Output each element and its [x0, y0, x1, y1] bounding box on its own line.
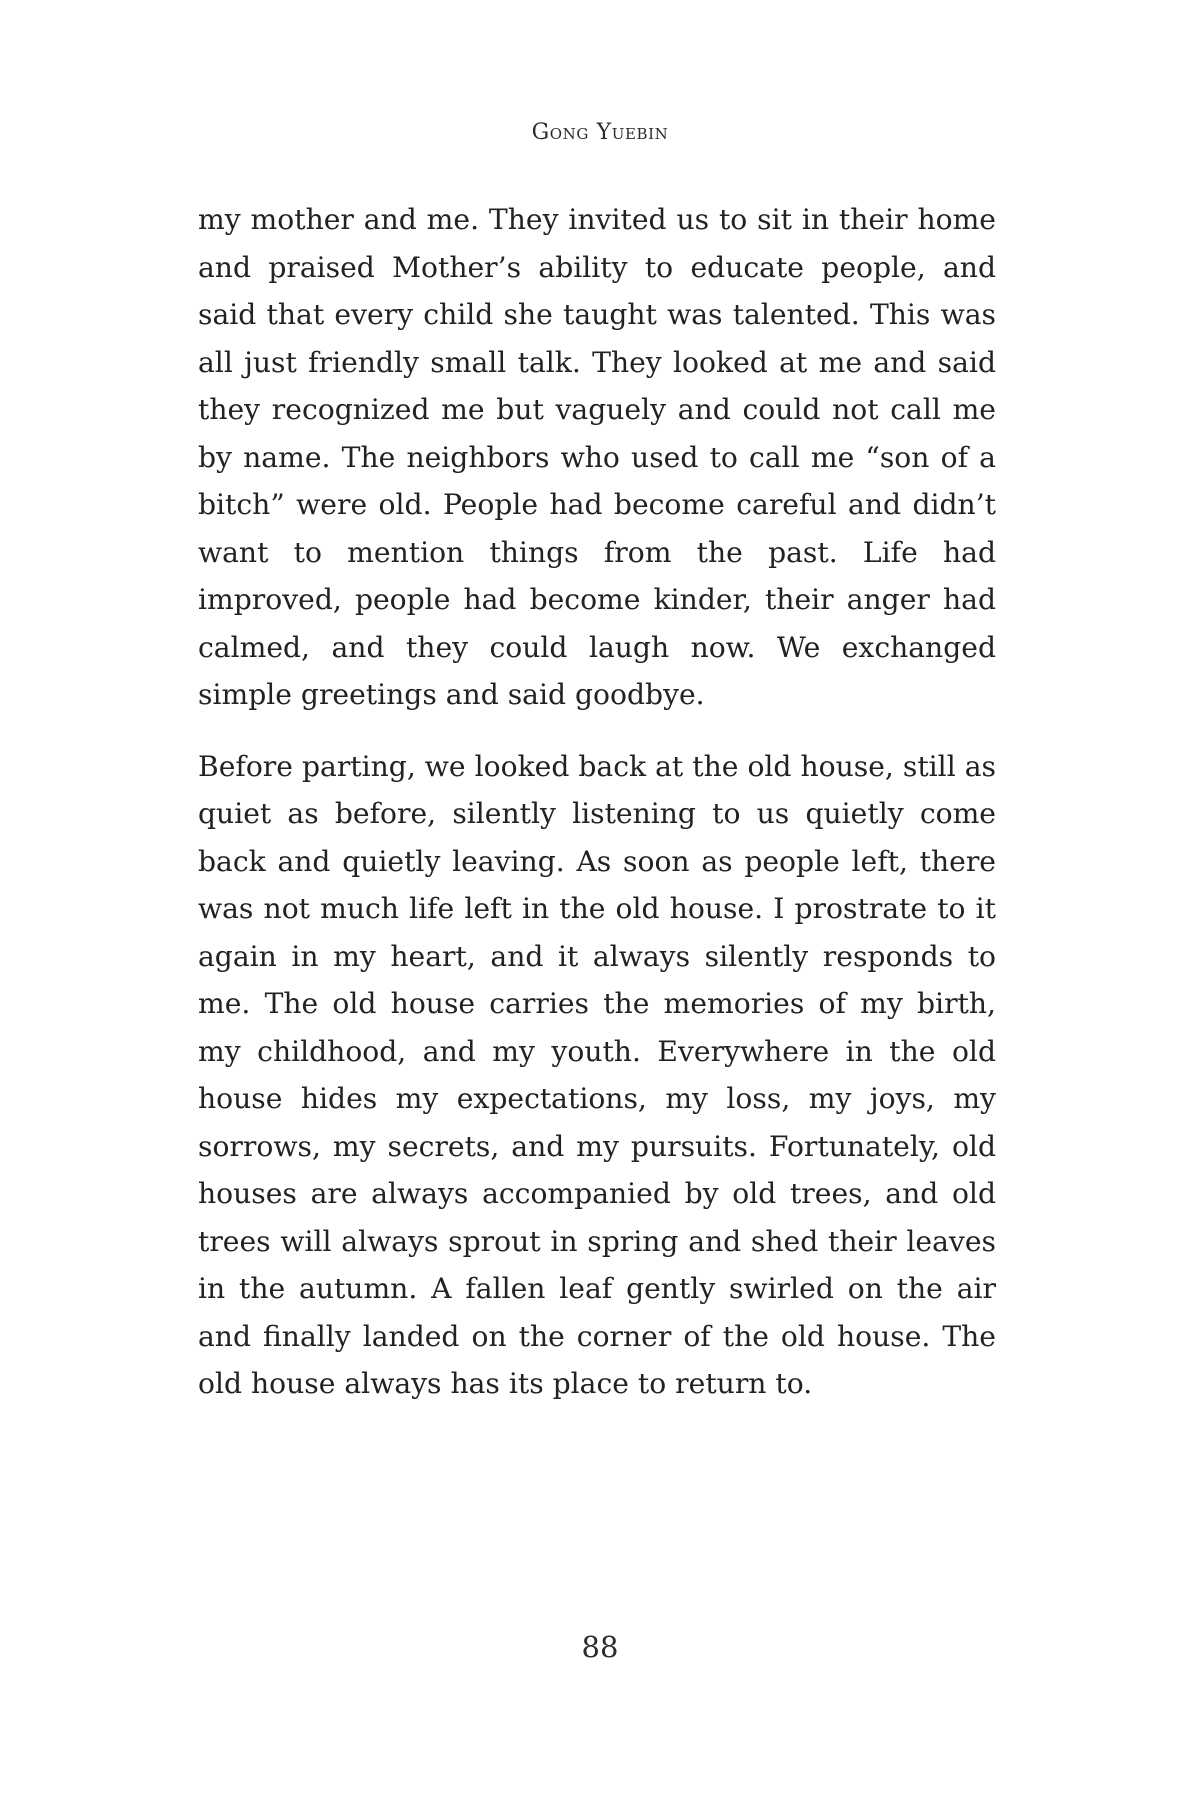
- page-number: 88: [581, 1630, 619, 1664]
- paragraph: my mother and me. They invited us to sit in their home and praised Mother’s ability to educate people, and said that every child she taught was talented. This was all just friendly small talk. They looked at me and said they recognized me but vaguely and could not call me by name. The neighbors who used to call me “son of a bitch” were old. People had become careful and didn’t want to mention things from the past. Life had improved, people had become kinder, their anger had calmed, and they could laugh now. We exchanged simple greetings and said goodbye.: [198, 203, 996, 711]
- paragraph: Before parting, we looked back at the old house, still as quiet as before, silently listening to us quietly come back and quietly leaving. As soon as people left, there was not much life left in the old house. I prostrate to it again in my heart, and it always silently responds to me. The old house carries the memories of my birth, my childhood, and my youth. Everywhere in the old house hides my expectations, my loss, my joys, my sorrows, my secrets, and my pursuits. Fortunately, old houses are always accompanied by old trees, and old trees will always sprout in spring and shed their leaves in the autumn. A fallen leaf gently swirled on the air and finally landed on the corner of the old house. The old house always has its place to return to.: [198, 749, 996, 1400]
- body-text: [198, 196, 996, 1408]
- running-head: Gong Yuebin: [531, 120, 669, 145]
